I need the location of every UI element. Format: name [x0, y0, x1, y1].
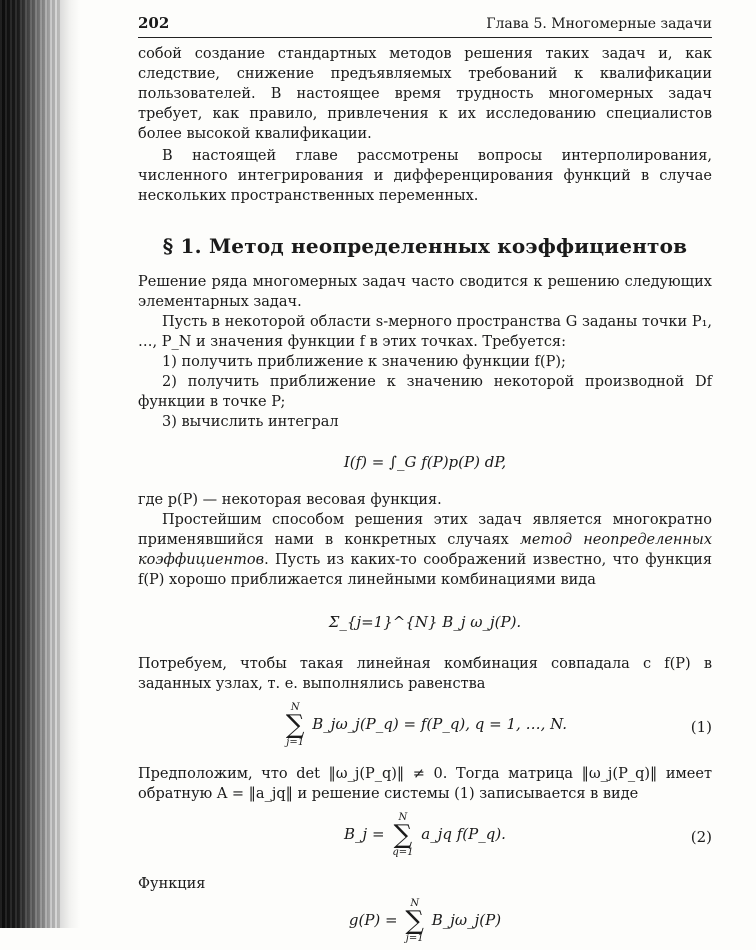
section-paragraph-6: Предположим, что det ‖ω_j(P_q)‖ ≠ 0. Тогда матрица ‖ω_j(P_q)‖ имеет обратную A = ‖a_jq‖ и решение системы (1) записывается в виде — [138, 766, 712, 802]
combination-equation — [138, 596, 712, 648]
sum-lower-limit: j=1 — [286, 737, 305, 748]
equation-2-number: (2) — [690, 828, 712, 846]
sigma-glyph: ∑ — [393, 820, 413, 850]
task-item-2: 2) получить приближение к значению некоторой производной Df функции в точке P; — [138, 374, 712, 410]
equation-1-body: B_jω_j(P_q) = f(P_q), q = 1, …, N. — [312, 715, 568, 733]
running-header — [138, 14, 712, 38]
equation-2-rhs: a_jq f(P_q). — [421, 825, 506, 843]
sum-upper-limit: N — [398, 812, 408, 823]
section-paragraph-1: Решение ряда многомерных задач часто сводится к решению следующих элементарных задач. — [138, 274, 712, 310]
paragraph-4-end: . Пусть из каких-то соображений известно, что функция f(P) хорошо приближается линейными комбинациями вида — [138, 552, 712, 588]
task-item-3: 3) вычислить интеграл — [162, 414, 339, 430]
equation-2 — [138, 812, 712, 864]
sum-upper-limit: N — [410, 898, 420, 909]
combination-formula: Σ_{j=1}^{N} B_j ω_j(P). — [328, 613, 522, 631]
section-title: § 1. Метод неопределенных коэффициентов — [162, 234, 688, 258]
section-paragraph-3: где p(P) — некоторая весовая функция. — [138, 492, 442, 508]
sigma-glyph: ∑ — [285, 710, 305, 740]
book-page — [138, 14, 712, 950]
method-name-italic: метод неопределенных коэффициентов — [138, 532, 712, 568]
integral-formula: I(f) = ∫_G f(P)p(P) dP, — [343, 453, 507, 471]
scan-binding-edge — [0, 0, 80, 928]
section-paragraph-2: Пусть в некоторой области s-мерного пространства G заданы точки P₁, …, P_N и значения функции f в этих точках. Требуется: — [138, 314, 712, 350]
sum-lower-limit: q=1 — [392, 847, 414, 858]
equation-1 — [138, 702, 712, 754]
integral-equation — [138, 442, 712, 482]
section-paragraph-5: Потребуем, чтобы такая линейная комбинация совпадала с f(P) в заданных узлах, т. е. выполнялись равенства — [138, 656, 712, 692]
paragraph-4-start: Простейшим способом решения этих задач является многократно применявшийся нами в конкретных случаях — [138, 512, 712, 548]
sum-symbol-2 — [392, 812, 413, 858]
section-paragraph-7: Функция — [138, 876, 206, 892]
equation-2-lhs: B_j = — [344, 825, 385, 843]
section-paragraph-4 — [138, 510, 712, 590]
equation-1-number: (1) — [690, 718, 712, 736]
chapter-title: Глава 5. Многомерные задачи — [486, 16, 712, 32]
equation-3-rhs: B_jω_j(P) — [431, 911, 502, 929]
equation-3-lhs: g(P) = — [348, 911, 398, 929]
sum-upper-limit: N — [290, 702, 300, 713]
intro-paragraph-2: В настоящей главе рассмотрены вопросы интерполирования, численного интегрирования и дифференцирования функций в случае нескольких пространственных переменных. — [138, 148, 712, 204]
sum-symbol-3 — [405, 898, 424, 944]
intro-paragraph-1: собой создание стандартных методов решения таких задач и, как следствие, снижение предъявляемых требований к квалификации пользователей. В настоящее время трудность многомерных задач требует, как правило, привлечения к их исследованию специалистов более высокой квалификации. — [138, 46, 712, 142]
equation-3 — [138, 898, 712, 950]
sum-symbol-1 — [286, 702, 305, 748]
sigma-glyph: ∑ — [405, 906, 424, 936]
page-number: 202 — [138, 14, 170, 32]
sum-lower-limit: j=1 — [405, 933, 424, 944]
task-item-1: 1) получить приближение к значению функции f(P); — [162, 354, 566, 370]
